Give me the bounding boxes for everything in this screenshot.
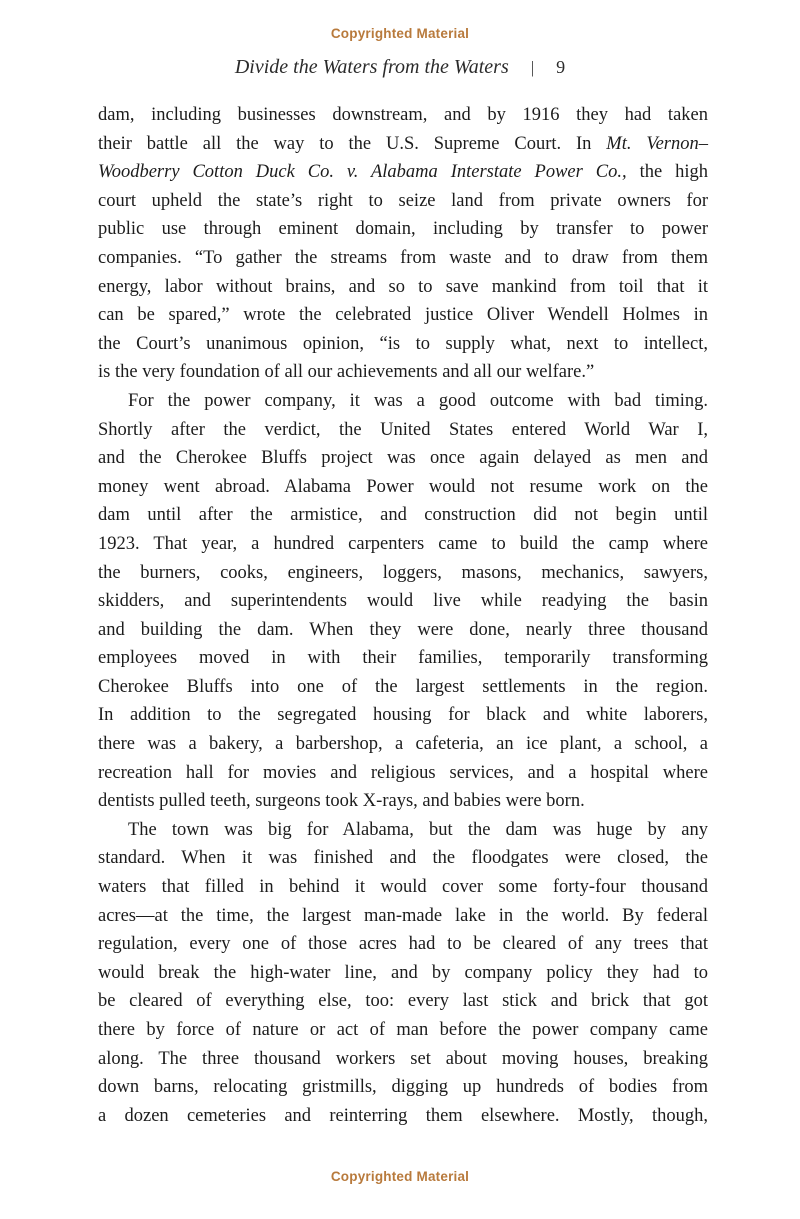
body-text bbox=[98, 101, 708, 1130]
text-line: acres—at the time, the largest man-made lake in the world. By federal bbox=[98, 905, 708, 926]
text-line: would break the high-water line, and by company policy they had to bbox=[98, 962, 708, 983]
copyrighted-material-top: Copyrighted Material bbox=[330, 26, 470, 41]
text-line: and building the dam. When they were done, nearly three thousand bbox=[98, 619, 708, 640]
text-line: standard. When it was finished and the floodgates were closed, the bbox=[98, 848, 708, 869]
text-line: is the very foundation of all our achievements and all our welfare.” bbox=[98, 362, 595, 383]
text-line: there was a bakery, a barbershop, a cafeteria, an ice plant, a school, a bbox=[98, 734, 708, 755]
text-line: court upheld the state’s right to seize land from private owners for bbox=[98, 190, 708, 211]
text-line: along. The three thousand workers set about moving houses, breaking bbox=[98, 1048, 708, 1069]
header-separator: | bbox=[530, 58, 535, 77]
text-line: energy, labor without brains, and so to save mankind from toil that it bbox=[98, 276, 708, 297]
text-line: The town was big for Alabama, but the dam was huge by any bbox=[128, 819, 708, 840]
text-line: dam until after the armistice, and construction did not begin until bbox=[98, 505, 708, 526]
text-line: and the Cherokee Bluffs project was once again delayed as men and bbox=[98, 448, 708, 469]
text-line: employees moved in with their families, temporarily transforming bbox=[98, 648, 708, 669]
text-line: recreation hall for movies and religious services, and a hospital where bbox=[98, 762, 708, 783]
text-line: Shortly after the verdict, the United States entered World War I, bbox=[98, 419, 708, 440]
text-line: In addition to the segregated housing for black and white laborers, bbox=[98, 705, 708, 726]
text-line: their battle all the way to the U.S. Supreme Court. In Mt. Vernon– bbox=[98, 133, 709, 154]
page-number: 9 bbox=[556, 57, 566, 77]
chapter-title: Divide the Waters from the Waters bbox=[234, 56, 509, 78]
text-line: dam, including businesses downstream, and by 1916 they had taken bbox=[98, 105, 708, 125]
text-line: there by force of nature or act of man before the power company came bbox=[98, 1020, 708, 1040]
text-line: waters that filled in behind it would cover some forty-four thousand bbox=[98, 877, 708, 898]
text-line: Cherokee Bluffs into one of the largest settlements in the region. bbox=[98, 676, 708, 697]
running-header bbox=[0, 56, 800, 79]
text-line: Woodberry Cotton Duck Co. v. Alabama Interstate Power Co., the high bbox=[98, 162, 708, 183]
text-line: the Court’s unanimous opinion, “is to supply what, next to intellect, bbox=[98, 333, 708, 354]
text-line: skidders, and superintendents would live while readying the basin bbox=[98, 591, 708, 612]
copyrighted-material-bottom: Copyrighted Material bbox=[330, 1169, 470, 1184]
text-line: the burners, cooks, engineers, loggers, masons, mechanics, sawyers, bbox=[98, 562, 708, 583]
text-line: public use through eminent domain, including by transfer to power bbox=[98, 219, 708, 240]
text-line: dentists pulled teeth, surgeons took X-rays, and babies were born. bbox=[98, 791, 585, 812]
text-line: a dozen cemeteries and reinterring them elsewhere. Mostly, though, bbox=[98, 1105, 708, 1126]
text-line: companies. “To gather the streams from waste and to draw from them bbox=[98, 247, 708, 268]
text-line: For the power company, it was a good outcome with bad timing. bbox=[128, 390, 708, 411]
text-line: can be spared,” wrote the celebrated justice Oliver Wendell Holmes in bbox=[98, 305, 708, 326]
text-line: be cleared of everything else, too: every last stick and brick that got bbox=[98, 991, 708, 1012]
text-line: down barns, relocating gristmills, digging up hundreds of bodies from bbox=[98, 1077, 708, 1098]
text-line: regulation, every one of those acres had to be cleared of any trees that bbox=[98, 934, 708, 955]
text-line: 1923. That year, a hundred carpenters came to build the camp where bbox=[98, 533, 708, 554]
text-line: money went abroad. Alabama Power would not resume work on the bbox=[98, 476, 708, 497]
